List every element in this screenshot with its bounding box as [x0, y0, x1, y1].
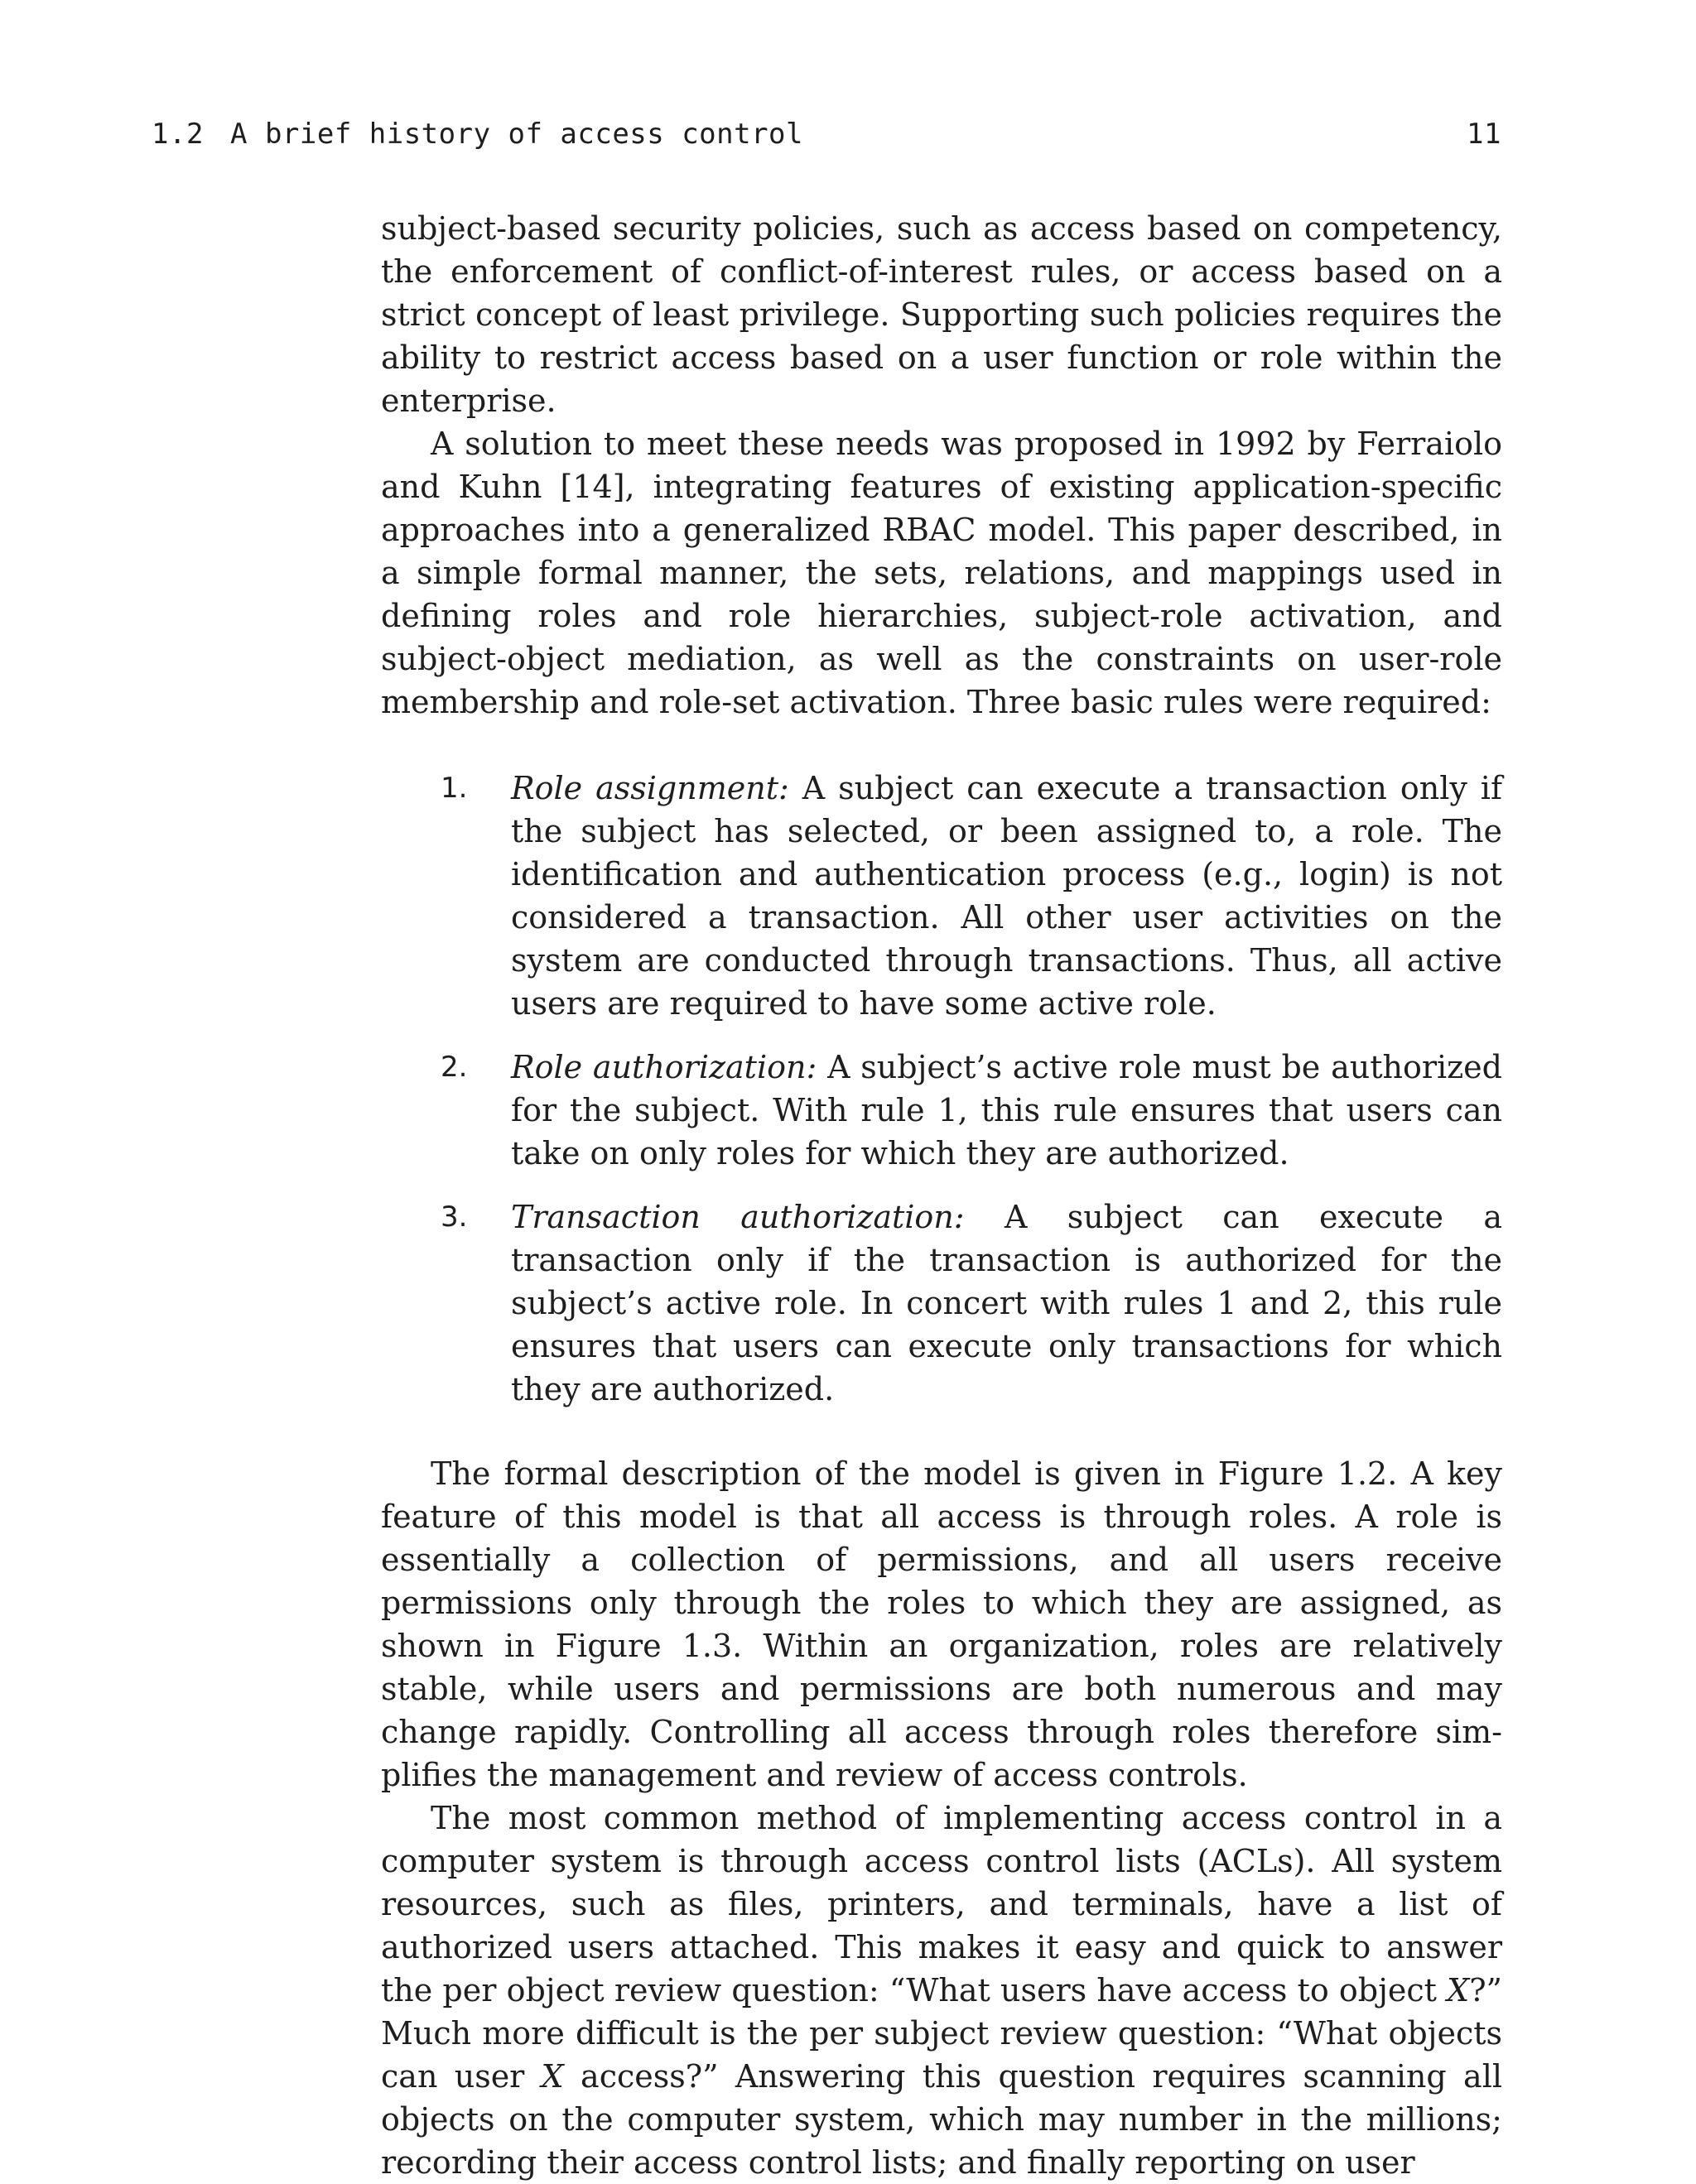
paragraph-4-text: The most common method of implementing access control in a computer system is through access control lists (ACLs). All system resources, such as files, printers, and terminals, have a list of authorized users attached. This makes it easy and quick to answer the per object review question: “What users have access to object — [381, 1800, 1502, 2008]
rule-term: Transaction authorization: — [511, 1199, 965, 1235]
page-number: 11 — [1467, 118, 1501, 151]
paragraph-3: The formal description of the model is given in Figure 1.2. A key feature of this model is that all access is through roles. A role is essentially a collection of permissions, and all users receive permissions only through the roles to which they are assigned, as shown in Figure 1.3. Within an organization, roles are relatively stable, while users and permissions are both numerous and may change rapidly. Controlling all access through roles therefore simplifies the management and review of access controls. — [381, 1455, 1502, 1793]
paragraph-4 — [381, 1797, 1502, 2184]
rule-item-1 — [381, 767, 1502, 1025]
rule-text: A subject can execute a transaction only if the subject has selected, or been assigned to, a role. The identification and authentication process (e.g., login) is not considered a transaction. All other user activities on the system are conducted through transactions. Thus, all active users are required to have some active role. — [511, 770, 1503, 1022]
rule-number: 2. — [441, 1051, 468, 1084]
variable-x: X — [1447, 1972, 1470, 2008]
section-title: A brief history of access control — [230, 118, 804, 151]
rules-list — [381, 767, 1502, 1411]
rule-number: 3. — [441, 1200, 468, 1234]
rule-text: A subject can execute a transaction only if the transaction is authorized for the subject’s active role. In concert with rules 1 and 2, this rule ensures that users can execute only transactions for which they are authorized. — [511, 1199, 1502, 1407]
paragraph-1: subject-based security policies, such as access based on competency, the enforcement of conflict-of-interest rules, or access based on a strict concept of least privilege. Supporting such policies requires the ability to restrict access based on a user function or role within the enterprise. — [381, 210, 1502, 419]
body-text — [381, 207, 1502, 2184]
variable-x: X — [541, 2058, 564, 2095]
rule-number: 1. — [441, 772, 468, 805]
rule-term: Role authorization: — [511, 1049, 817, 1085]
paragraph-2: A solution to meet these needs was proposed in 1992 by Ferraiolo and Kuhn [14], integrating features of existing application-specific approaches into a generalized RBAC model. This paper described, in a simple formal manner, the sets, relations, and mappings used in defining roles and role hierarchies, subject-role activation, and subject-object mediation, as well as the constraints on user-role membership and role-set activation. Three basic rules were required: — [381, 426, 1502, 720]
rule-item-3 — [381, 1195, 1502, 1411]
paragraph-4-text: ?” Much more difficult is the per subject review question: “What objects can user — [381, 1972, 1502, 2095]
rule-item-2 — [381, 1046, 1502, 1175]
rule-term: Role assignment: — [511, 770, 789, 806]
running-head — [152, 116, 1501, 152]
section-number: 1.2 — [152, 118, 204, 151]
paragraph-4-text: access?” Answering this question requires scanning all objects on the computer system, which may number in the millions; recording their access control lists; and finally reporting on user — [381, 2058, 1502, 2181]
rule-text: A subject’s active role must be authorized for the subject. With rule 1, this rule ensures that users can take on only roles for which they are authorized. — [511, 1049, 1502, 1171]
